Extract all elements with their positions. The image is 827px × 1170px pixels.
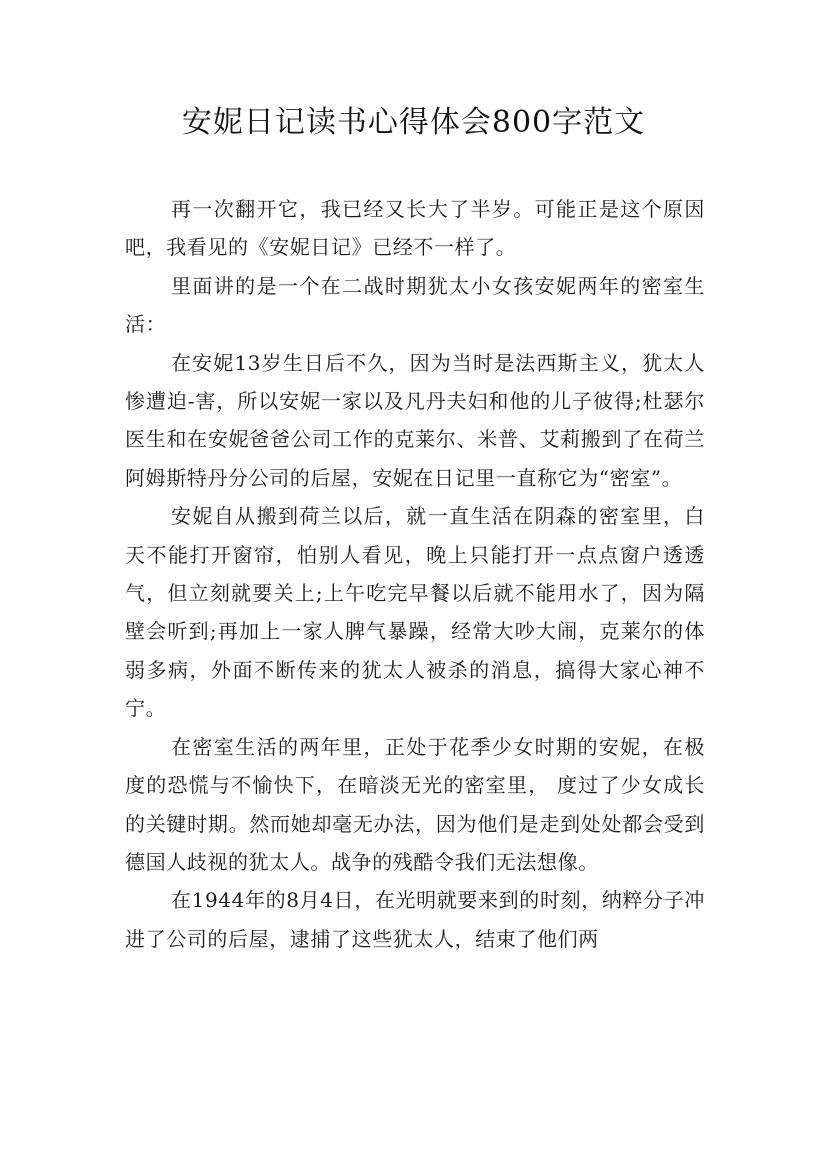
paragraph-3: 在安妮13岁生日后不久，因为当时是法西斯主义，犹太人惨遭迫-害，所以安妮一家以及凡丹夫妇和他的儿子彼得;杜瑟尔医生和在安妮爸爸公司工作的克莱尔、米普、艾莉搬到了在荷兰阿姆斯特丹分公司的后屋，安妮在日记里一直称它为“密室”。 (125, 350, 705, 490)
paragraph-2: 里面讲的是一个在二战时期犹太小女孩安妮两年的密室生活： (125, 273, 705, 337)
paragraph-4: 安妮自从搬到荷兰以后，就一直生活在阴森的密室里，白天不能打开窗帘，怕别人看见，晚上只能打开一点点窗户透透气，但立刻就要关上;上午吃完早餐以后就不能用水了，因为隔壁会听到;再加上一家人脾气暴躁，经常大吵大闹，克莱尔的体弱多病，外面不断传来的犹太人被杀的消息，搞得大家心神不宁。 (125, 504, 705, 721)
document-title: 安妮日记读书心得体会800字范文 (181, 105, 646, 140)
paragraph-5: 在密室生活的两年里，正处于花季少女时期的安妮，在极度的恐慌与不愉快下，在暗淡无光的密室里， 度过了少女成长的关键时期。然而她却毫无办法，因为他们是走到处处都会受到德国人歧视的犹太人。战争的残酷令我们无法想像。 (125, 734, 705, 874)
paragraph-1: 再一次翻开它，我已经又长大了半岁。可能正是这个原因吧，我看见的《安妮日记》已经不一样了。 (125, 197, 705, 260)
document-body (125, 190, 705, 958)
paragraph-6: 在1944年的8月4日，在光明就要来到的时刻，纳粹分子冲进了公司的后屋，逮捕了这些犹太人，结束了他们两 (125, 888, 705, 951)
